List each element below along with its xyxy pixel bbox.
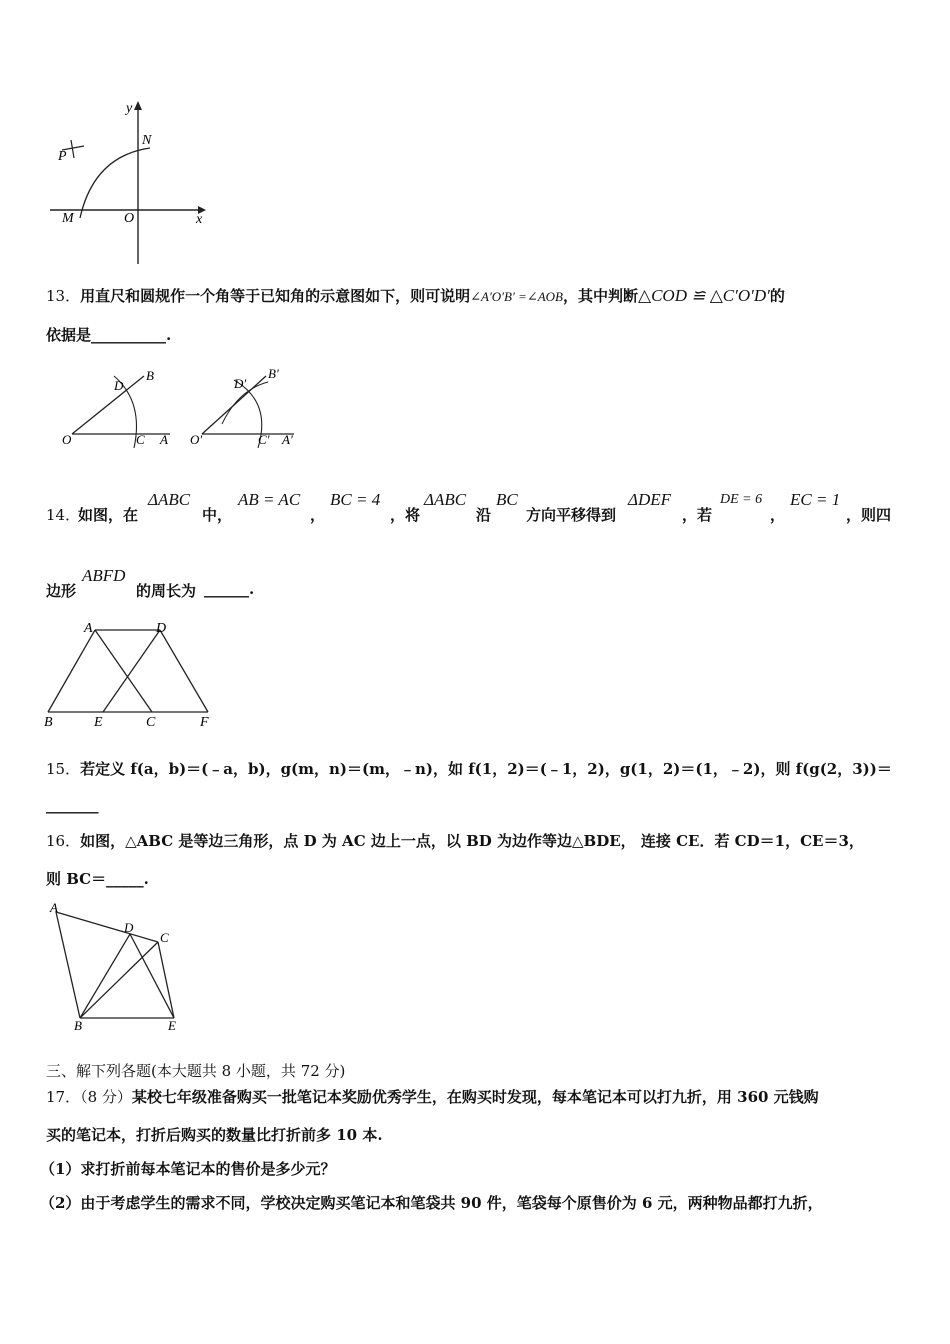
q14-triangle-abc-2: ΔABC	[424, 490, 467, 509]
q16-line2	[46, 868, 149, 889]
side-de	[103, 630, 160, 712]
arc-mn	[80, 148, 150, 218]
label-m: M	[62, 211, 74, 226]
label-o: O	[62, 432, 72, 447]
q14-text-jiang: ，将	[390, 506, 421, 524]
fig16-equilateral-diagram	[44, 898, 194, 1036]
label-e: E	[94, 715, 103, 730]
q14-text-bianxing: 边形	[46, 582, 77, 600]
q13-text2: ，其中判断	[563, 287, 639, 305]
label-d: D	[156, 621, 167, 636]
q15-line2	[46, 796, 99, 814]
label-p: P	[58, 149, 67, 164]
q15-line1	[46, 758, 892, 779]
label-b: B	[44, 715, 53, 730]
q13-line1	[46, 285, 785, 306]
q13-line2	[46, 324, 171, 345]
label-e: E	[168, 1018, 176, 1033]
q17-text: 某校七年级准备购买一批笔记本奖励优秀学生，在购买时发现，每本笔记本可以打九折，用 360 元钱购	[131, 1088, 819, 1106]
q17-line2	[46, 1124, 383, 1145]
label-n: N	[142, 133, 152, 148]
q16-number: 16．	[46, 832, 81, 850]
label-a: A	[50, 900, 58, 915]
section3-heading: 三、解下列各题(本大题共 8 小题，共 72 分)	[46, 1062, 346, 1080]
label-d2: D′	[234, 376, 247, 391]
label-x: x	[196, 212, 203, 227]
label-a2: A′	[282, 432, 293, 447]
q15-text: 若定义 f(a，b)＝(﹣a，b)，g(m，n)＝(m，﹣n)，如 f(1，2)＝(﹣1，2)，g(1，2)＝(1，﹣2)，则 f(g(2，3))＝	[80, 760, 892, 778]
q13-angle-equation: ∠A′O′B′ =∠AOB	[470, 289, 563, 304]
q14-text-ze: ，则四	[846, 506, 892, 524]
label-a: A	[160, 432, 168, 447]
q13-text3: 的	[769, 287, 785, 305]
side-ab	[48, 630, 95, 712]
q17-sub2: （2）由于考虑学生的需求不同，学校决定购买笔记本和笔袋共 90 件，笔袋每个原售价为 6 元，两种物品都打九折，	[40, 1194, 823, 1212]
q14-abfd: ABFD	[82, 566, 126, 585]
q14-ab-eq-ac: AB = AC	[238, 490, 301, 509]
q14-number: 14．	[46, 506, 81, 524]
q15-number: 15．	[46, 760, 81, 778]
q14-comma1: ，	[310, 506, 326, 524]
q14-text-ru: 如图，在	[78, 506, 139, 524]
q17-line1	[46, 1086, 819, 1107]
q14-answer-blank[interactable]: ______.	[204, 580, 255, 598]
q13-number: 13．	[46, 287, 81, 305]
q14-text-yan: 沿	[476, 506, 492, 524]
q14-text-perimeter: 的周长为	[136, 582, 197, 600]
q13-text4: 依据是	[46, 326, 92, 344]
fig12-coordinate-diagram	[44, 96, 224, 271]
label-c: C	[160, 930, 169, 945]
label-o2: O′	[190, 432, 203, 447]
label-c: C	[136, 432, 145, 447]
side-ce	[158, 942, 174, 1018]
q14-bc: BC	[496, 490, 518, 509]
q13-answer-blank[interactable]: __________.	[91, 326, 172, 344]
q15-answer-blank[interactable]: _______	[46, 796, 99, 814]
label-f: F	[200, 715, 209, 730]
q14-ec-eq-1: EC = 1	[790, 490, 841, 509]
q14-triangle-abc: ΔABC	[148, 490, 191, 509]
q17-score: （8 分）	[80, 1088, 132, 1106]
p-mark-2	[71, 140, 74, 158]
y-axis-arrow	[134, 101, 142, 110]
q14-text-ruo: ，若	[682, 506, 713, 524]
side-df	[160, 630, 208, 712]
side-ac	[56, 912, 158, 942]
q16-line1	[46, 830, 864, 851]
label-c: C	[146, 715, 156, 730]
label-b2: B′	[268, 366, 279, 381]
q17-text2: 买的笔记本，打折后购买的数量比打折前多 10 本.	[46, 1126, 383, 1144]
label-o: O	[124, 211, 135, 226]
q13-triangle-congruence: △COD ≌ △C′O′D′	[638, 286, 770, 305]
q14-comma2: ，	[770, 506, 786, 524]
label-y: y	[126, 101, 133, 116]
q14-text-zhong: 中，	[202, 506, 233, 524]
q17-number: 17．	[46, 1088, 81, 1106]
q16-answer-blank[interactable]: _____.	[106, 870, 149, 888]
side-ac	[95, 630, 152, 712]
q14-bc-eq-4: BC = 4	[330, 490, 381, 509]
side-de	[130, 934, 174, 1018]
q16-text: 如图，△ABC 是等边三角形，点 D 为 AC 边上一点，以 BD 为边作等边△BDE， 连接 CE．若 CD＝1，CE＝3，	[80, 832, 864, 850]
q13-text1: 用直尺和圆规作一个角等于已知角的示意图如下，则可说明	[80, 287, 471, 305]
fig14-translation-diagram	[40, 618, 220, 730]
label-a: A	[84, 621, 93, 636]
label-c2: C′	[258, 432, 270, 447]
fig13-angle-construction	[58, 362, 308, 457]
q16-text2: 则 BC＝	[46, 870, 107, 888]
q14-triangle-def: ΔDEF	[628, 490, 672, 509]
q14-text-direction: 方向平移得到	[526, 506, 617, 524]
label-b: B	[146, 368, 154, 383]
q17-sub1: （1）求打折前每本笔记本的售价是多少元？	[40, 1160, 336, 1178]
q14-de-eq-6: DE = 6	[720, 492, 763, 507]
label-d: D	[114, 378, 124, 393]
label-d: D	[124, 920, 134, 935]
label-b: B	[74, 1018, 82, 1033]
side-ab	[56, 912, 80, 1018]
